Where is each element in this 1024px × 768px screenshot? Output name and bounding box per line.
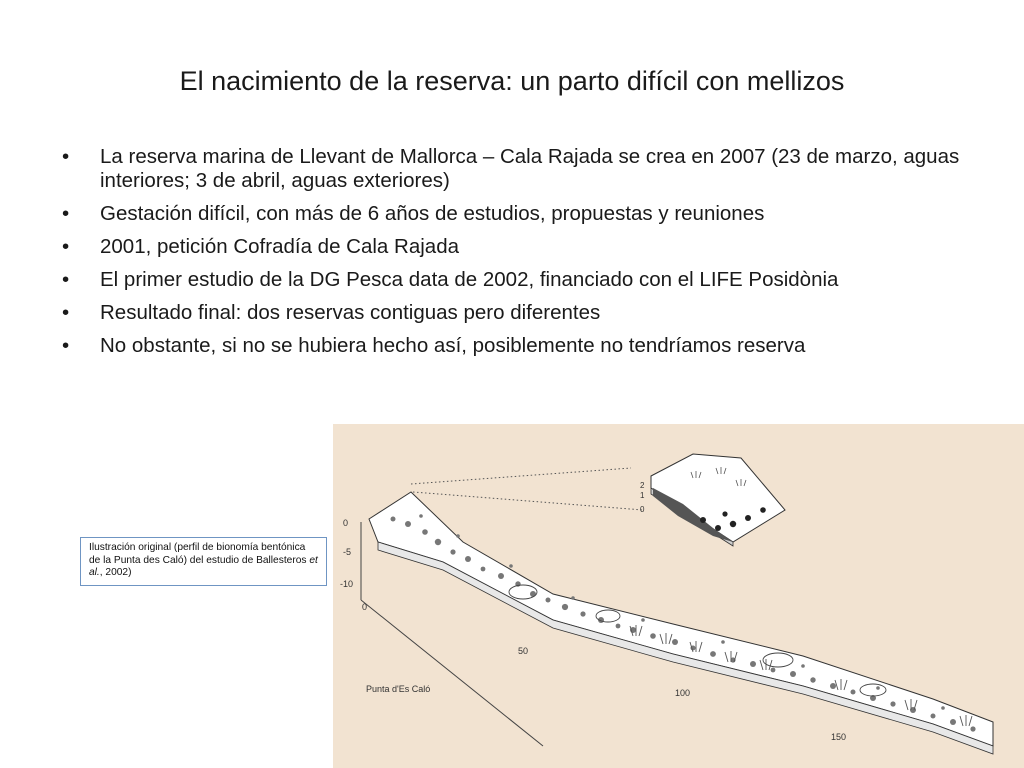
bullet-item [62,202,992,226]
bullet-icon: • [62,145,70,168]
bullet-item [62,268,992,292]
svg-text:0: 0 [343,518,349,528]
bullet-text: El primer estudio de la DG Pesca data de 2002, financiado con el LIFE Posidònia [100,268,839,291]
bullet-icon: • [62,301,70,324]
bullet-icon: • [62,268,70,291]
bullet-text: Gestación difícil, con más de 6 años de estudios, propuestas y reuniones [100,202,765,225]
bullet-text: 2001, petición Cofradía de Cala Rajada [100,235,459,258]
bullet-item [62,145,992,193]
bullet-list [62,145,992,367]
bullet-item [62,334,992,358]
bullet-icon: • [62,235,70,258]
bullet-text: Resultado final: dos reservas contiguas pero diferentes [100,301,601,324]
bullet-item [62,235,992,259]
distance-label: 100 [675,688,691,698]
svg-text:0: 0 [362,602,368,612]
caption-text: Ilustración original (perfil de bionomía bentónica de la Punta des Caló) del estudio de Ballesteros [89,542,310,566]
benthic-profile-drawing [333,424,1024,768]
caption-italic-text: et al. [89,554,318,578]
bullet-icon: • [62,202,70,225]
bullet-text: No obstante, si no se hubiera hecho así, posiblemente no tendríamos reserva [100,334,806,357]
svg-text:0: 0 [640,505,645,514]
svg-text:-5: -5 [343,547,352,557]
svg-text:1: 1 [640,491,645,500]
figure-caption-box [80,537,327,586]
slide-title: El nacimiento de la reserva: un parto difícil con mellizos [179,66,845,96]
distance-label: 150 [831,732,847,742]
bullet-item [62,301,992,325]
place-label: Punta d'Es Caló [366,684,431,694]
svg-text:2: 2 [640,481,645,490]
svg-text:-10: -10 [340,579,354,589]
distance-label: 50 [518,646,529,656]
bullet-text: La reserva marina de Llevant de Mallorca – Cala Rajada se crea en 2007 (23 de marzo, aguas interiores; 3 de abril, aguas exteriores) [100,145,960,192]
inset-block [640,454,785,546]
benthic-profile-figure [333,424,1024,768]
caption-text-end: , 2002) [99,567,132,578]
seabed-slab [369,492,993,754]
bullet-icon: • [62,334,70,357]
